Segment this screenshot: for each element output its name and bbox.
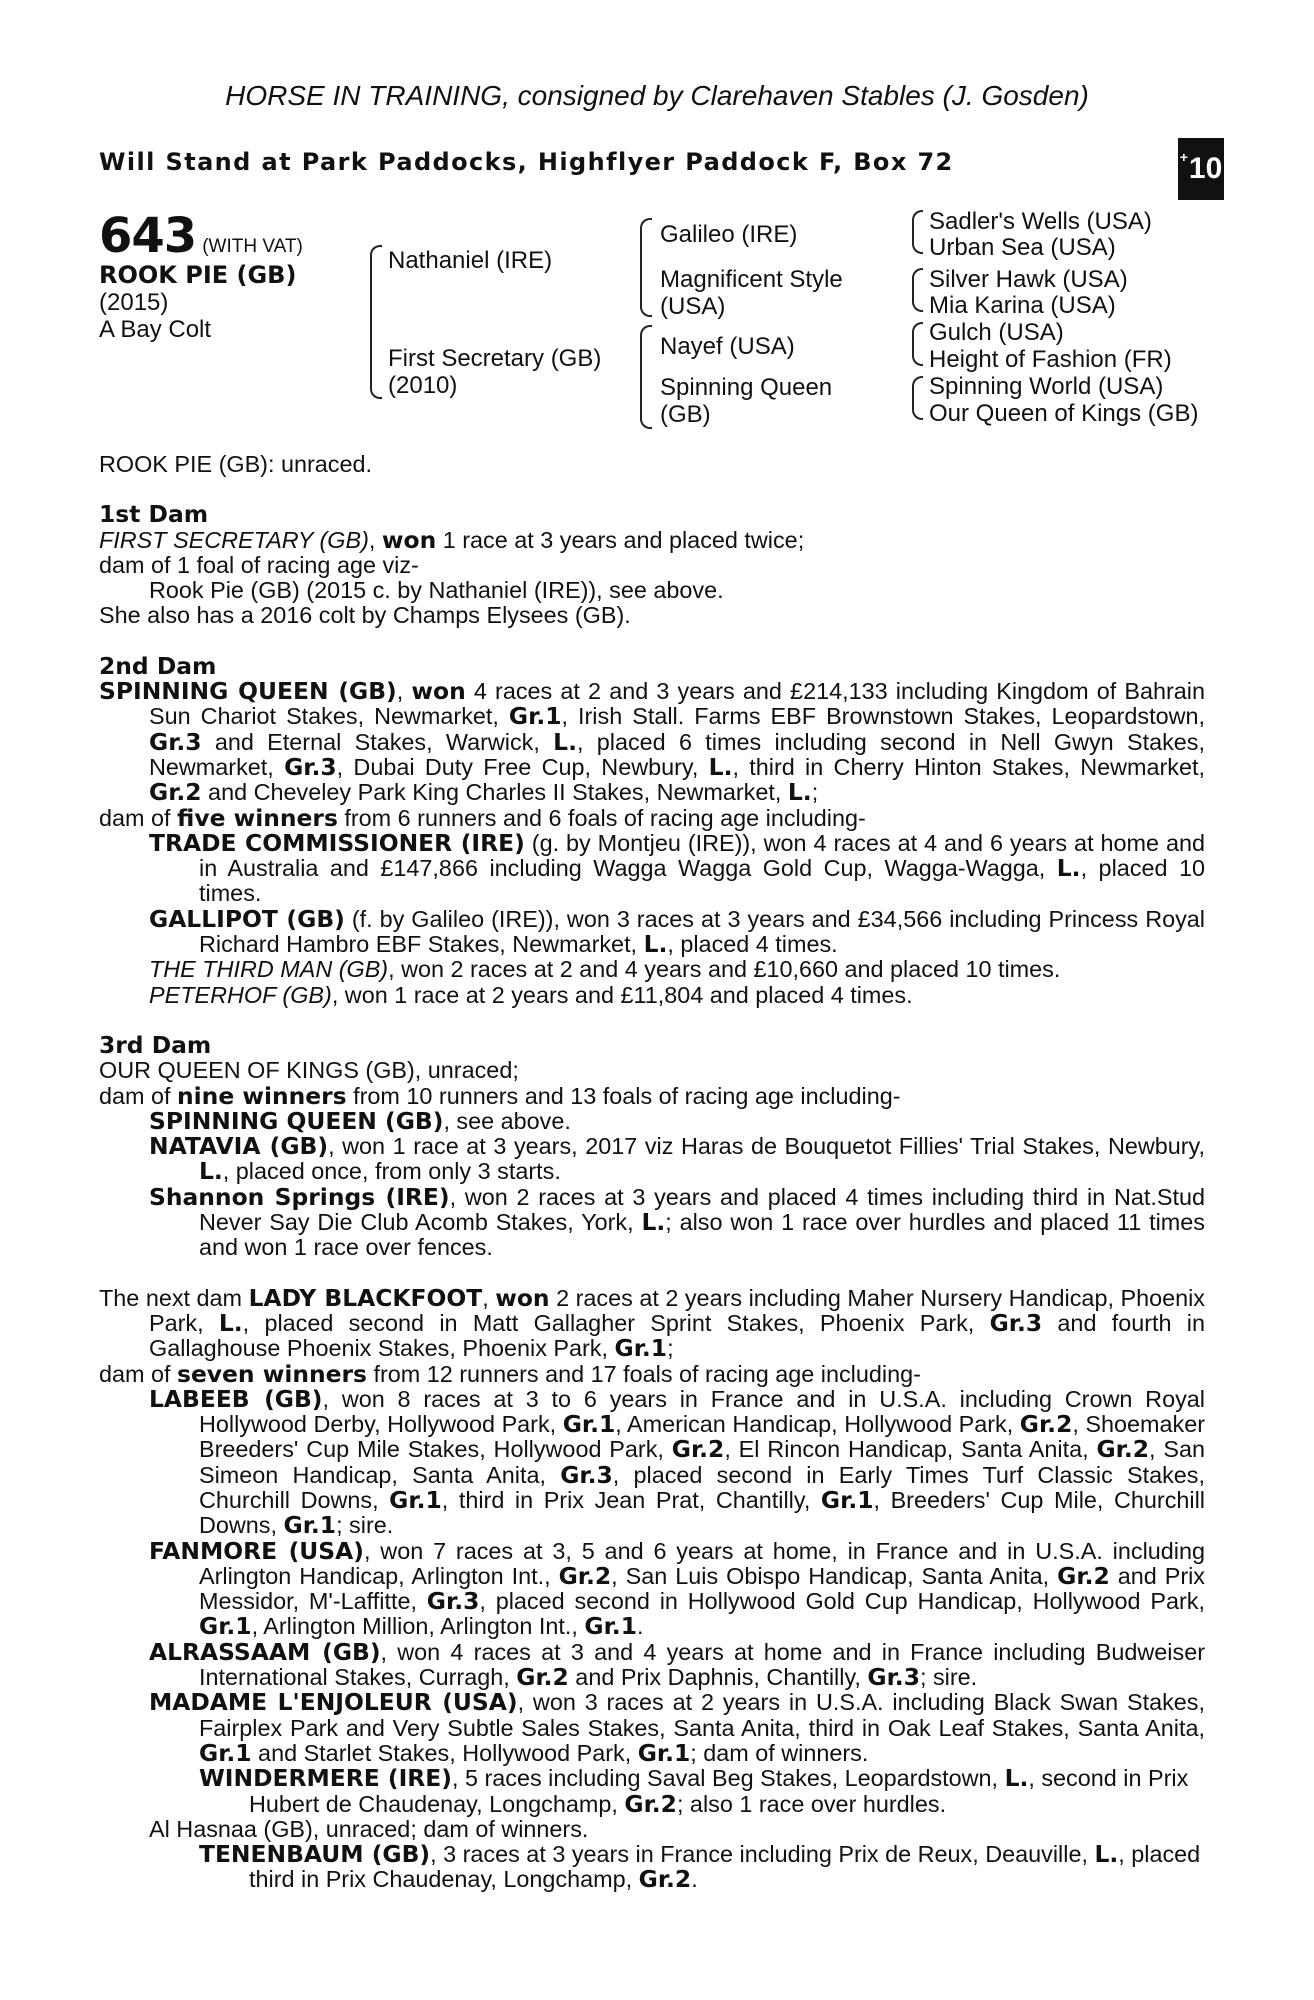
horse-info (99, 262, 296, 343)
ped-g2: Urban Sea (USA) (929, 234, 1116, 261)
t: , San Simeon Handicap, Santa Anita, (199, 1436, 1205, 1488)
t: , El Rincon Handicap, Santa Anita, (724, 1436, 1097, 1463)
t: ; (667, 1335, 674, 1362)
dam2-offspring-2 (99, 904, 1205, 959)
ped-sd-1: Magnificent Style (660, 266, 843, 293)
brace-g2 (912, 268, 923, 312)
grade: L. (787, 778, 812, 807)
t: (f. by Galileo (IRE)), won 3 races at 3 years and £34,566 including Princess Royal Richard Hambro EBF Stakes, Newmarket, (199, 905, 1205, 958)
t: , won 8 races at 3 to 6 years in France and in U.S.A. including Crown Royal Hollywood Derby, Hollywood Park, (199, 1385, 1205, 1438)
t: and Eternal Stakes, Warwick, (201, 728, 554, 755)
ped-g5: Gulch (USA) (929, 319, 1064, 346)
ped-sire: Nathaniel (IRE) (388, 247, 553, 274)
dam2-offspring-4 (99, 983, 1205, 1008)
brace-sire-parents (640, 218, 652, 317)
ped-g1: Sadler's Wells (USA) (929, 208, 1152, 235)
t: dam of (99, 1360, 178, 1387)
grade: Gr.2 (638, 1865, 692, 1894)
t: , placed 4 times. (667, 931, 838, 958)
t: , American Handicap, Hollywood Park, (615, 1411, 1020, 1438)
unraced-note: ROOK PIE (GB): unraced. (99, 451, 372, 477)
brace-g1 (912, 210, 923, 254)
t: dam of (99, 1082, 178, 1109)
ped-ds: Nayef (USA) (660, 333, 795, 360)
grade: Gr.3 (284, 752, 337, 781)
grade: Gr.1 (614, 1334, 668, 1363)
ped-dd-1: Spinning Queen (660, 374, 833, 401)
t: , won 2 races at 3 years and placed 4 times including third in Nat.Stud Never Say Die Club Acomb Stakes, York, (199, 1183, 1205, 1236)
brace-dam-parents (640, 325, 652, 429)
t: , won 7 races at 3, 5 and 6 years at home, in France and in U.S.A. including Arlington Handicap, Arlington Int., (199, 1537, 1205, 1589)
grade: Gr.1 (389, 1485, 442, 1514)
t: and fourth in Gallaghouse Phoenix Stakes, Phoenix Park, (149, 1309, 1206, 1362)
t: from 10 runners and 13 foals of racing age including- (346, 1082, 901, 1109)
grade: L. (1094, 1840, 1119, 1869)
ped-dam-1: First Secretary (GB) (388, 345, 602, 372)
offspring-name: WINDERMERE (IRE) (199, 1764, 452, 1793)
stand-location: Will Stand at Park Paddocks, Highflyer Paddock F, Box 72 (99, 148, 954, 176)
lot-tag-badge (1178, 138, 1224, 200)
t: , placed once, from only 3 starts. (222, 1158, 561, 1185)
ped-dd-2: (GB) (660, 401, 711, 428)
t: ; sire. (919, 1664, 978, 1691)
t: , Dubai Duty Free Cup, Newbury, (336, 753, 709, 780)
t: from 6 runners and 6 foals of racing age including- (337, 804, 866, 831)
tag-sup: + (1179, 149, 1188, 165)
t: ; sire. (336, 1512, 394, 1539)
grade: L. (218, 1308, 243, 1337)
dam1-record: 1 race at 3 years and placed twice; (436, 526, 805, 553)
t: , see above. (443, 1107, 571, 1134)
grade: Gr.2 (624, 1789, 677, 1818)
dam1-line1: FIRST SECRETARY (GB), won 1 race at 3 years and placed twice; (99, 525, 805, 554)
dam2-won: won (411, 677, 466, 706)
offspring-name: Shannon Springs (IRE) (149, 1182, 450, 1211)
t: , 5 races including Saval Beg Stakes, Leopardstown, (451, 1765, 1005, 1792)
grade: Gr.2 (558, 1561, 612, 1590)
dam3-line2 (99, 1081, 1205, 1110)
al-hasnaa-entry: Al Hasnaa (GB), unraced; dam of winners. (149, 1815, 589, 1842)
page-title: HORSE IN TRAINING, consigned by Clarehaven Stables (J. Gosden) (225, 80, 1089, 111)
dam1-line2: dam of 1 foal of racing age viz- (99, 551, 419, 578)
dam3-line1: OUR QUEEN OF KINGS (GB), unraced; (99, 1057, 519, 1084)
catalogue-body (99, 452, 1205, 1893)
offspring-name: SPINNING QUEEN (GB) (149, 1106, 444, 1135)
t: , Irish Stall. Farms EBF Brownstown Stakes, Leopardstown, (561, 703, 1205, 730)
winners-count: nine winners (177, 1081, 347, 1110)
t: , won 1 race at 2 years and £11,804 and placed 4 times. (331, 981, 913, 1008)
grade: Gr.3 (989, 1308, 1043, 1337)
dam2-name: SPINNING QUEEN (GB) (99, 677, 397, 706)
grade: L. (199, 1157, 223, 1186)
grade: Gr.1 (584, 1612, 637, 1641)
t: , won 1 race at 3 years, 2017 viz Haras de Bouquetot Fillies' Trial Stakes, Newbury, (328, 1133, 1205, 1160)
t: , Arlington Million, Arlington Int., (251, 1613, 585, 1640)
t: and Prix Messidor, M'-Laffitte, (199, 1562, 1206, 1615)
t: , Shoemaker Breeders' Cup Mile Stakes, Hollywood Park, (199, 1411, 1205, 1463)
grade: Gr.1 (637, 1738, 691, 1767)
winners-count: five winners (177, 803, 338, 832)
dam1-won: won (381, 525, 437, 554)
dam1-name: FIRST SECRETARY (GB) (99, 526, 369, 553)
windermere-entry (99, 1766, 1205, 1817)
t: , third in Prix Jean Prat, Chantilly, (441, 1486, 821, 1513)
t: 2 races at 2 years including Maher Nursery Handicap, Phoenix Park, (149, 1284, 1205, 1336)
t: , 3 races at 3 years in France including Prix de Reux, Deauville, (430, 1841, 1095, 1868)
offspring-name: TRADE COMMISSIONER (IRE) (149, 828, 525, 857)
dam1-heading: 1st Dam (99, 500, 209, 529)
alrassaam-entry (99, 1637, 1205, 1692)
labeeb-entry (99, 1384, 1205, 1540)
t: ; dam of winners. (690, 1739, 869, 1766)
t: The next dam (99, 1284, 249, 1311)
offspring-name: GALLIPOT (GB) (149, 904, 345, 933)
grade: Gr.3 (426, 1587, 480, 1616)
t: dam of (99, 804, 178, 831)
grade: Gr.1 (199, 1612, 252, 1641)
offspring-name: FANMORE (USA) (149, 1536, 364, 1565)
lot-number: 643 (99, 208, 197, 264)
ped-ss: Galileo (IRE) (660, 221, 798, 248)
lot-vat: (WITH VAT) (202, 236, 303, 257)
ped-sd-2: (USA) (660, 293, 726, 320)
t: . (691, 1866, 698, 1893)
offspring-name: NATAVIA (GB) (149, 1132, 329, 1161)
grade: L. (553, 727, 577, 756)
ped-g3: Silver Hawk (USA) (929, 266, 1128, 293)
t: , placed 10 times. (199, 855, 1205, 907)
ped-g8: Our Queen of Kings (GB) (929, 400, 1199, 427)
ped-dam-2: (2010) (388, 372, 458, 399)
grade: Gr.1 (820, 1485, 874, 1514)
grade: Gr.3 (149, 727, 202, 756)
ped-g6: Height of Fashion (FR) (929, 346, 1172, 373)
dam3-offspring-3 (99, 1182, 1205, 1261)
dam1-line4: She also has a 2016 colt by Champs Elysees (GB). (99, 602, 631, 629)
t: , placed second in Matt Gallagher Sprint Stakes, Phoenix Park, (242, 1309, 990, 1336)
t: , second in Prix Hubert de Chaudenay, Longchamp, (249, 1765, 1189, 1817)
grade: L. (1004, 1764, 1029, 1793)
t: from 12 runners and 17 foals of racing age including- (366, 1360, 921, 1387)
dam2-para2 (99, 803, 1205, 832)
t: , placed 6 times including second in Nell Gwyn Stakes, Newmarket, (149, 728, 1205, 780)
offspring-name: LABEEB (GB) (149, 1384, 323, 1413)
grade: Gr.1 (562, 1410, 616, 1439)
t: and Prix Daphnis, Chantilly, (568, 1664, 868, 1691)
t: , won 3 races at 2 years in U.S.A. including Black Swan Stakes, Fairplex Park and Very Subtle Sales Stakes, Santa Anita, third in Oak Leaf Stakes, Santa Anita, (199, 1689, 1206, 1741)
grade: L. (643, 930, 668, 959)
dam2-offspring-3 (99, 957, 1205, 982)
madame-entry (99, 1690, 1205, 1766)
tag-number: 10 (1188, 152, 1223, 185)
t: and Cheveley Park King Charles II Stakes, Newmarket, (201, 779, 788, 806)
dam3-offspring-2 (99, 1134, 1205, 1185)
t: (g. by Montjeu (IRE)), won 4 races at 4 and 6 years at home and in Australia and £147,866 including Wagga Wagga Gold Cup, Wagga-Wagga, (199, 829, 1205, 882)
next-dam-name: LADY BLACKFOOT (248, 1283, 483, 1312)
horse-year: (2015) (99, 289, 169, 316)
dam3-offspring-1 (99, 1106, 1205, 1135)
t: . (636, 1613, 644, 1640)
grade: Gr.1 (283, 1511, 337, 1540)
fanmore-entry (99, 1536, 1206, 1641)
grade: L. (641, 1208, 666, 1237)
grade: Gr.3 (560, 1460, 613, 1489)
grade: Gr.3 (867, 1663, 920, 1692)
offspring-name: ALRASSAAM (GB) (149, 1637, 381, 1666)
t: ; also won 1 race over hurdles and placed 11 times and won 1 race over fences. (199, 1209, 1205, 1261)
t: 4 races at 2 and 3 years and £214,133 including Kingdom of Bahrain Sun Chariot Stakes, Newmarket, (149, 678, 1205, 730)
t: , Breeders' Cup Mile, Churchill Downs, (199, 1486, 1205, 1539)
dam1-line3: Rook Pie (GB) (2015 c. by Nathaniel (IRE)), see above. (149, 577, 724, 604)
grade: Gr.2 (1019, 1410, 1073, 1439)
t: , won 4 races at 3 and 4 years at home and in France including Budweiser International Stakes, Curragh, (199, 1638, 1205, 1691)
dam2-para1: SPINNING QUEEN (GB), won 4 races at 2 and 3 years and £214,133 including Kingdom of Bahrain Sun Chariot Stakes, Newmarket, Gr.1, Irish Stall. Farms EBF Brownstown Stakes, Leopardstown, Gr.3 and Eternal Stakes, Warwick, L., placed 6 times including second in Nell Gwyn Stakes, Newmarket, Gr.3, Dubai Duty Free Cup, Newbury, L., third in Cherry Hinton Stakes, Newmarket, Gr.2 and Cheveley Park King Charles II Stakes, Newmarket, L.; (99, 677, 1206, 807)
offspring-name: MADAME L'ENJOLEUR (USA) (149, 1688, 518, 1717)
grade: Gr.2 (516, 1663, 569, 1692)
horse-name: ROOK PIE (GB) (99, 261, 297, 289)
next-dam-para: The next dam LADY BLACKFOOT, won 2 races at 2 years including Maher Nursery Handicap, Phoenix Park, L., placed second in Matt Gallagher Sprint Stakes, Phoenix Park, Gr.3 and fourth in Gallaghouse Phoenix Stakes, Phoenix Park, Gr.1; (99, 1283, 1206, 1363)
dam3-heading: 3rd Dam (99, 1030, 212, 1059)
grade: Gr.2 (671, 1435, 725, 1464)
brace-g4 (912, 376, 923, 420)
grade: Gr.1 (508, 702, 562, 731)
brace-g3 (912, 322, 923, 366)
dam2-offspring-1 (99, 828, 1205, 907)
ped-g4: Mia Karina (USA) (929, 292, 1116, 319)
t: , San Luis Obispo Handicap, Santa Anita, (611, 1562, 1058, 1589)
t: , won 2 races at 2 and 4 years and £10,660 and placed 10 times. (388, 956, 1061, 983)
grade: L. (1056, 854, 1081, 883)
t: and Starlet Stakes, Hollywood Park, (251, 1739, 638, 1766)
winners-count: seven winners (177, 1359, 367, 1388)
next-dam-produce (99, 1359, 1205, 1388)
lot-number-block (99, 208, 303, 264)
grade: Gr.1 (199, 1738, 252, 1767)
grade: Gr.2 (1096, 1435, 1150, 1464)
t: , placed second in Early Times Turf Classic Stakes, Churchill Downs, (199, 1461, 1205, 1513)
t: ; (811, 779, 819, 806)
t: ; also 1 race over hurdles. (676, 1790, 947, 1817)
dam2-heading: 2nd Dam (99, 651, 217, 680)
t: , placed third in Prix Chaudenay, Longchamp, (249, 1841, 1201, 1893)
offspring-name: PETERHOF (GB) (149, 981, 332, 1008)
won: won (495, 1283, 550, 1312)
horse-desc: A Bay Colt (99, 316, 212, 343)
grade: Gr.2 (1057, 1561, 1110, 1590)
t: , placed second in Hollywood Gold Cup Handicap, Hollywood Park, (479, 1588, 1205, 1615)
offspring-name: TENENBAUM (GB) (199, 1840, 431, 1869)
offspring-name: THE THIRD MAN (GB) (149, 956, 389, 983)
brace-sire-dam (370, 245, 382, 399)
grade: Gr.2 (149, 778, 202, 807)
ped-g7: Spinning World (USA) (929, 373, 1164, 400)
tenenbaum-entry (99, 1842, 1205, 1893)
t: , third in Cherry Hinton Stakes, Newmarket, (732, 753, 1206, 780)
grade: L. (708, 752, 733, 781)
